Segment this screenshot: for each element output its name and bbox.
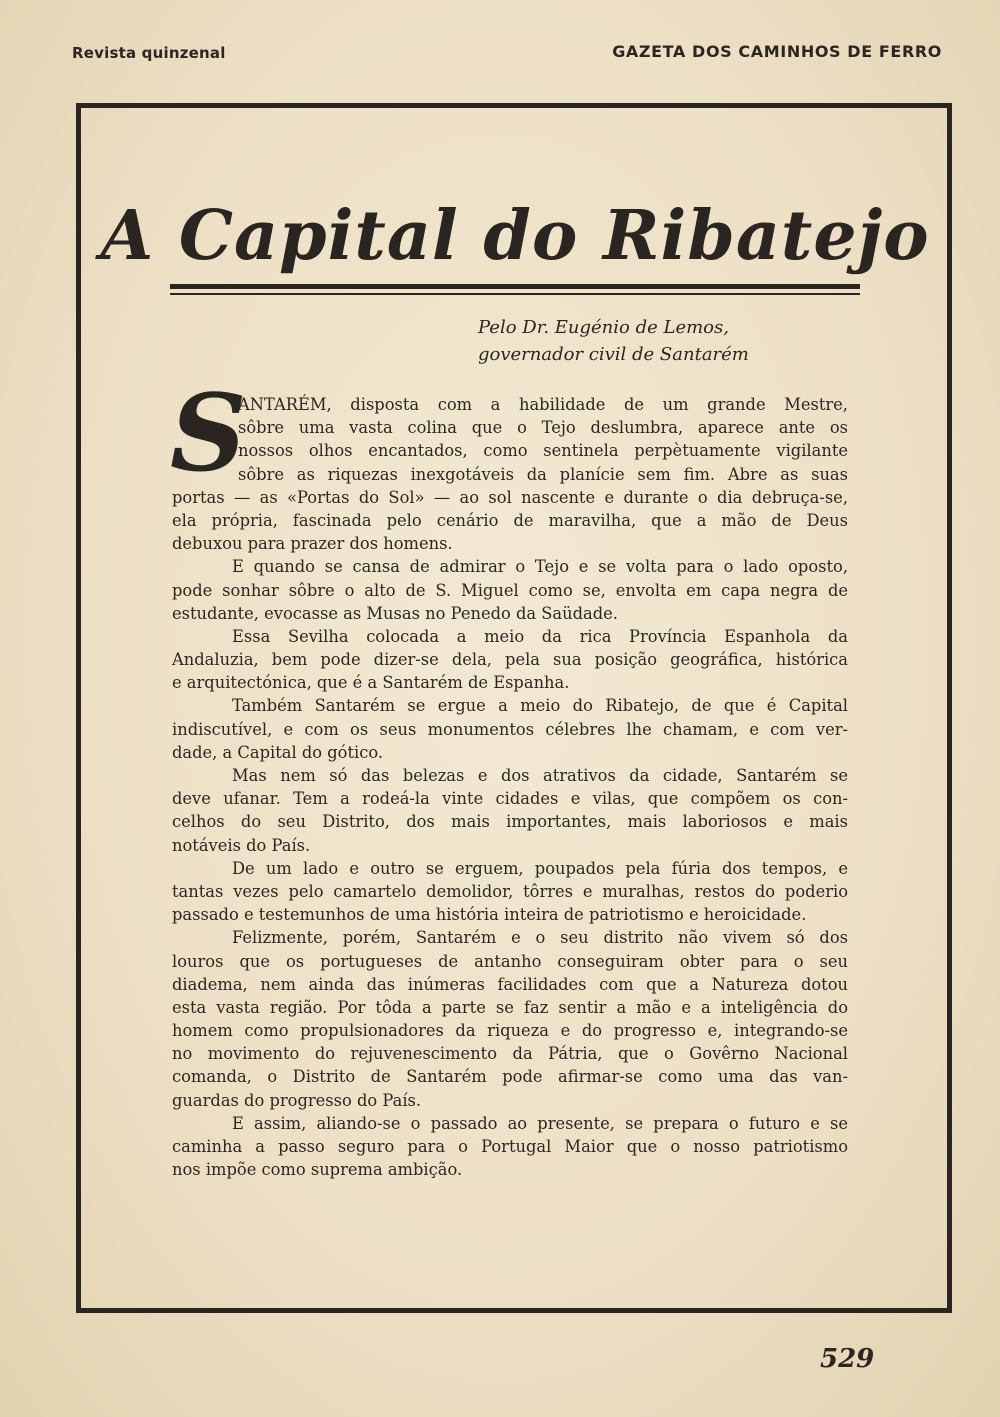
running-header-left: Revista quinzenal <box>72 44 226 62</box>
body-line: estudante, evocasse as Musas no Penedo da Saüdade. <box>172 603 618 623</box>
body-line: e arquitectónica, que é a Santarém de Espanha. <box>172 673 570 693</box>
page-number: 529 <box>820 1344 875 1374</box>
body-line: comanda, o Distrito de Santarém pode afirmar-se como uma das van- <box>172 1067 848 1087</box>
body-line: celhos do seu Distrito, dos mais importantes, mais laboriosos e mais <box>172 812 848 832</box>
body-line: De um lado e outro se erguem, poupados pela fúria dos tempos, e <box>232 858 848 878</box>
body-line: tantas vezes pelo camartelo demolidor, tôrres e muralhas, restos do poderio <box>172 881 848 901</box>
article-title: A Capital do Ribatejo <box>100 196 930 276</box>
body-line: nos impõe como suprema ambição. <box>172 1160 463 1180</box>
drop-cap: S <box>170 370 247 495</box>
byline <box>478 314 749 368</box>
body-line: debuxou para prazer dos homens. <box>172 534 453 554</box>
body-line: Felizmente, porém, Santarém e o seu distrito não vivem só dos <box>232 928 848 948</box>
body-line: Andaluzia, bem pode dizer-se dela, pela sua posição geográfica, histórica <box>172 650 848 670</box>
body-line: guardas do progresso do País. <box>172 1090 422 1110</box>
body-line: Também Santarém se ergue a meio do Ribatejo, de que é Capital <box>232 696 848 716</box>
body-line: diadema, nem ainda das inúmeras facilidades com que a Natureza dotou <box>172 974 848 994</box>
body-line: ANTARÉM, disposta com a habilidade de um grande Mestre, <box>238 395 848 414</box>
title-rule-thick <box>170 284 860 289</box>
body-line: sôbre uma vasta colina que o Tejo deslumbra, aparece ante os <box>238 418 848 438</box>
body-line: sôbre as riquezas inexgotáveis da planície sem fim. Abre as suas <box>238 464 848 484</box>
body-line: esta vasta região. Por tôda a parte se faz sentir a mão e a inteligência do <box>172 997 848 1017</box>
title-rule-thin <box>170 293 860 295</box>
body-line: nossos olhos encantados, como sentinela perpètuamente vigilante <box>238 441 848 461</box>
body-line: homem como propulsionadores da riqueza e do progresso e, integrando-se <box>172 1021 848 1041</box>
body-line: no movimento do rejuvenescimento da Pátria, que o Govêrno Nacional <box>172 1044 848 1064</box>
body-line: notáveis do País. <box>172 835 311 855</box>
body-line: pode sonhar sôbre o alto de S. Miguel como se, envolta em capa negra de <box>172 580 848 600</box>
body-line: E assim, aliando-se o passado ao presente, se prepara o futuro e se <box>232 1113 848 1133</box>
body-line: caminha a passo seguro para o Portugal Maior que o nosso patriotismo <box>172 1137 848 1156</box>
article-body <box>172 393 848 1181</box>
body-line: Essa Sevilha colocada a meio da rica Província Espanhola da <box>232 626 848 646</box>
body-line: louros que os portugueses de antanho conseguiram obter para o seu <box>172 951 848 971</box>
running-header-right: GAZETA DOS CAMINHOS DE FERRO <box>612 42 942 61</box>
body-line: dade, a Capital do gótico. <box>172 742 384 762</box>
body-line: portas — as «Portas do Sol» — ao sol nascente e durante o dia debruça-se, <box>172 487 848 507</box>
body-line: E quando se cansa de admirar o Tejo e se volta para o lado oposto, <box>232 557 848 577</box>
body-line: indiscutível, e com os seus monumentos célebres lhe chamam, e com ver- <box>172 719 848 739</box>
byline-role: governador civil de Santarém <box>478 344 749 365</box>
byline-author: Pelo Dr. Eugénio de Lemos, <box>478 317 729 338</box>
body-line: Mas nem só das belezas e dos atrativos da cidade, Santarém se <box>232 766 848 785</box>
body-line: deve ufanar. Tem a rodeá-la vinte cidades e vilas, que compõem os con- <box>172 789 848 809</box>
body-line: ela própria, fascinada pelo cenário de maravilha, que a mão de Deus <box>172 510 848 530</box>
body-line: passado e testemunhos de uma história inteira de patriotismo e heroicidade. <box>172 905 807 925</box>
